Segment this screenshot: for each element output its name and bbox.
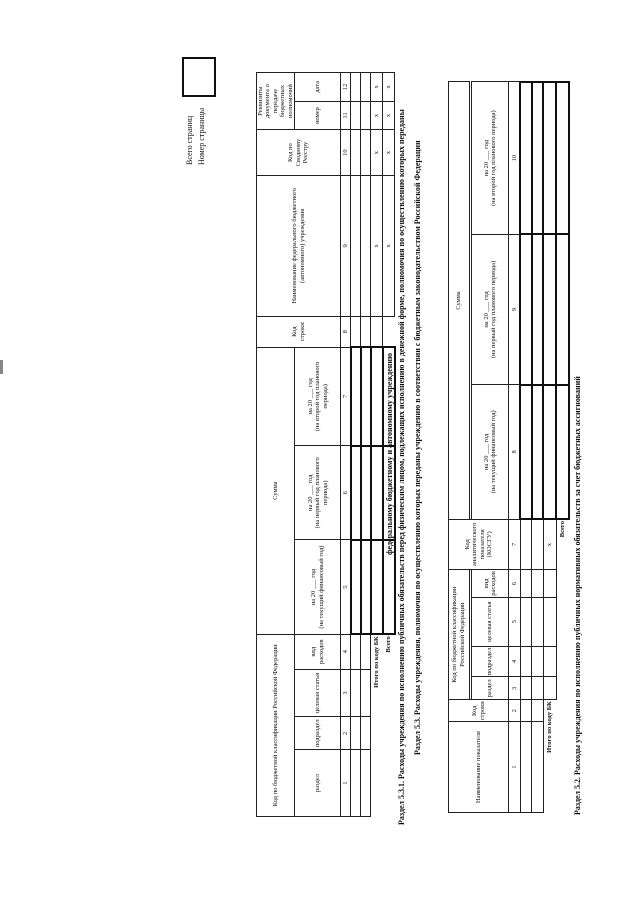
section-5-3-1-title: Раздел 5.3.1. Расходы учреждения по исполнению публичных обязательств перед физическим лицом, подлежащих исполнению в денежной форме, полномочия по осуществлению которых переданы — [397, 109, 406, 825]
col-number: 9 — [341, 175, 351, 316]
col-number: 3 — [341, 669, 351, 717]
x-mark: x — [383, 130, 395, 176]
header-bk-group: Код по бюджетной классификации Российской Федерации — [257, 634, 295, 816]
header-sum-group: Сумма — [257, 347, 295, 634]
header-exp-type: вид расходов — [295, 634, 341, 669]
col-number: 6 — [341, 446, 351, 540]
header-line-code: Код строки — [449, 700, 509, 722]
table-row — [520, 82, 532, 813]
header-doc-group: Реквизиты документа о передаче бюджетных полномочий — [257, 73, 295, 130]
section-5-3-1-table — [256, 72, 396, 817]
total-bk-label: Итого по коду БК — [373, 636, 381, 688]
grand-total-row — [383, 73, 395, 817]
header-year3: на 20 ___ год (на второй год планового периода) — [472, 82, 509, 234]
page-number-label: Номер страницы — [197, 107, 206, 165]
x-mark: x — [383, 73, 395, 102]
col-number: 8 — [509, 385, 521, 519]
section-5-3-title: Раздел 5.3. Расходы учреждения, полномочия по осуществлению которых переданы учреждению в соответствии с бюджетным законодательством Российской Федерации — [413, 140, 422, 755]
total-x: x — [543, 519, 556, 570]
header-exp-type: вид расходов — [472, 570, 509, 598]
header-registry-code: Код по Сводному Реестру — [257, 130, 341, 176]
grand-total-row — [556, 82, 569, 813]
header-year1: на 20 ___ год (на текущий финансовый год) — [295, 540, 341, 634]
header-section: раздел — [295, 750, 341, 817]
section-5-3-1-title-cont: федеральному бюджетному и автономному учреждению — [385, 352, 394, 555]
header-doc-date: дата — [295, 73, 341, 102]
col-number: 5 — [509, 597, 521, 646]
page-number-box — [182, 57, 216, 97]
total-pages-label: Всего страниц — [185, 115, 194, 165]
col-number: 10 — [341, 130, 351, 176]
col-number: 8 — [341, 316, 351, 347]
header-section: раздел — [472, 677, 509, 700]
header-target: целевая статья — [472, 597, 509, 646]
col-number: 4 — [341, 634, 351, 669]
col-number: 7 — [509, 519, 521, 570]
total-bk-label: Итого по коду БК — [546, 701, 554, 753]
header-kosgu: Код аналитического показателя (КОСГУ) — [449, 519, 509, 570]
col-number: 2 — [509, 700, 521, 722]
table-row — [532, 82, 544, 813]
col-number: 12 — [341, 73, 351, 102]
table-row — [361, 73, 371, 817]
header-indicator: Наименование показателя — [449, 722, 509, 813]
header-sum-group: Сумма — [449, 82, 470, 519]
header-target: целевая статья — [295, 669, 341, 717]
col-number: 1 — [341, 750, 351, 817]
x-mark: x — [371, 73, 383, 102]
section-5-2-title: Раздел 5.2. Расходы учреждения по исполнению публичных нормативных обязательств за счет бюджетных ассигнований — [573, 376, 582, 815]
header-doc-number: номер — [295, 101, 341, 130]
header-year2: на 20 ___ год (на первый год планового периода) — [472, 234, 509, 384]
col-number: 4 — [509, 646, 521, 677]
x-mark: x — [371, 175, 383, 316]
x-mark: x — [371, 130, 383, 176]
grand-total-label: Всего — [559, 521, 567, 538]
col-number: 9 — [509, 234, 521, 384]
header-year3: на 20 ___ год (на второй год планового периода) — [295, 347, 341, 446]
header-year2: на 20 ___ год (на первый год планового периода) — [295, 446, 341, 540]
x-mark: x — [383, 101, 395, 130]
header-bk-group: Код по бюджетной классификации Российской Федерации — [449, 570, 470, 700]
col-number: 11 — [341, 101, 351, 130]
header-year1: на 20 ___ год (на текущий финансовый год) — [472, 385, 509, 519]
x-mark: x — [383, 175, 395, 316]
x-mark: x — [371, 101, 383, 130]
section-5-2-table — [448, 81, 570, 813]
total-bk-row — [543, 82, 556, 813]
col-number: 1 — [509, 722, 521, 813]
col-number: 3 — [509, 677, 521, 700]
col-number: 10 — [509, 82, 521, 234]
header-line-code: Код строки — [257, 316, 341, 347]
total-bk-row — [371, 73, 383, 817]
col-number: 6 — [509, 570, 521, 598]
header-institution-name: Наименование федерального бюджетного (автономного) учреждения — [257, 175, 341, 316]
table-row — [351, 73, 361, 817]
col-number: 7 — [341, 347, 351, 446]
col-number: 5 — [341, 540, 351, 634]
header-subsection: подраздел — [472, 646, 509, 677]
header-subsection: подраздел — [295, 717, 341, 750]
col-number: 2 — [341, 717, 351, 750]
grand-total-label: Всего — [385, 636, 393, 653]
